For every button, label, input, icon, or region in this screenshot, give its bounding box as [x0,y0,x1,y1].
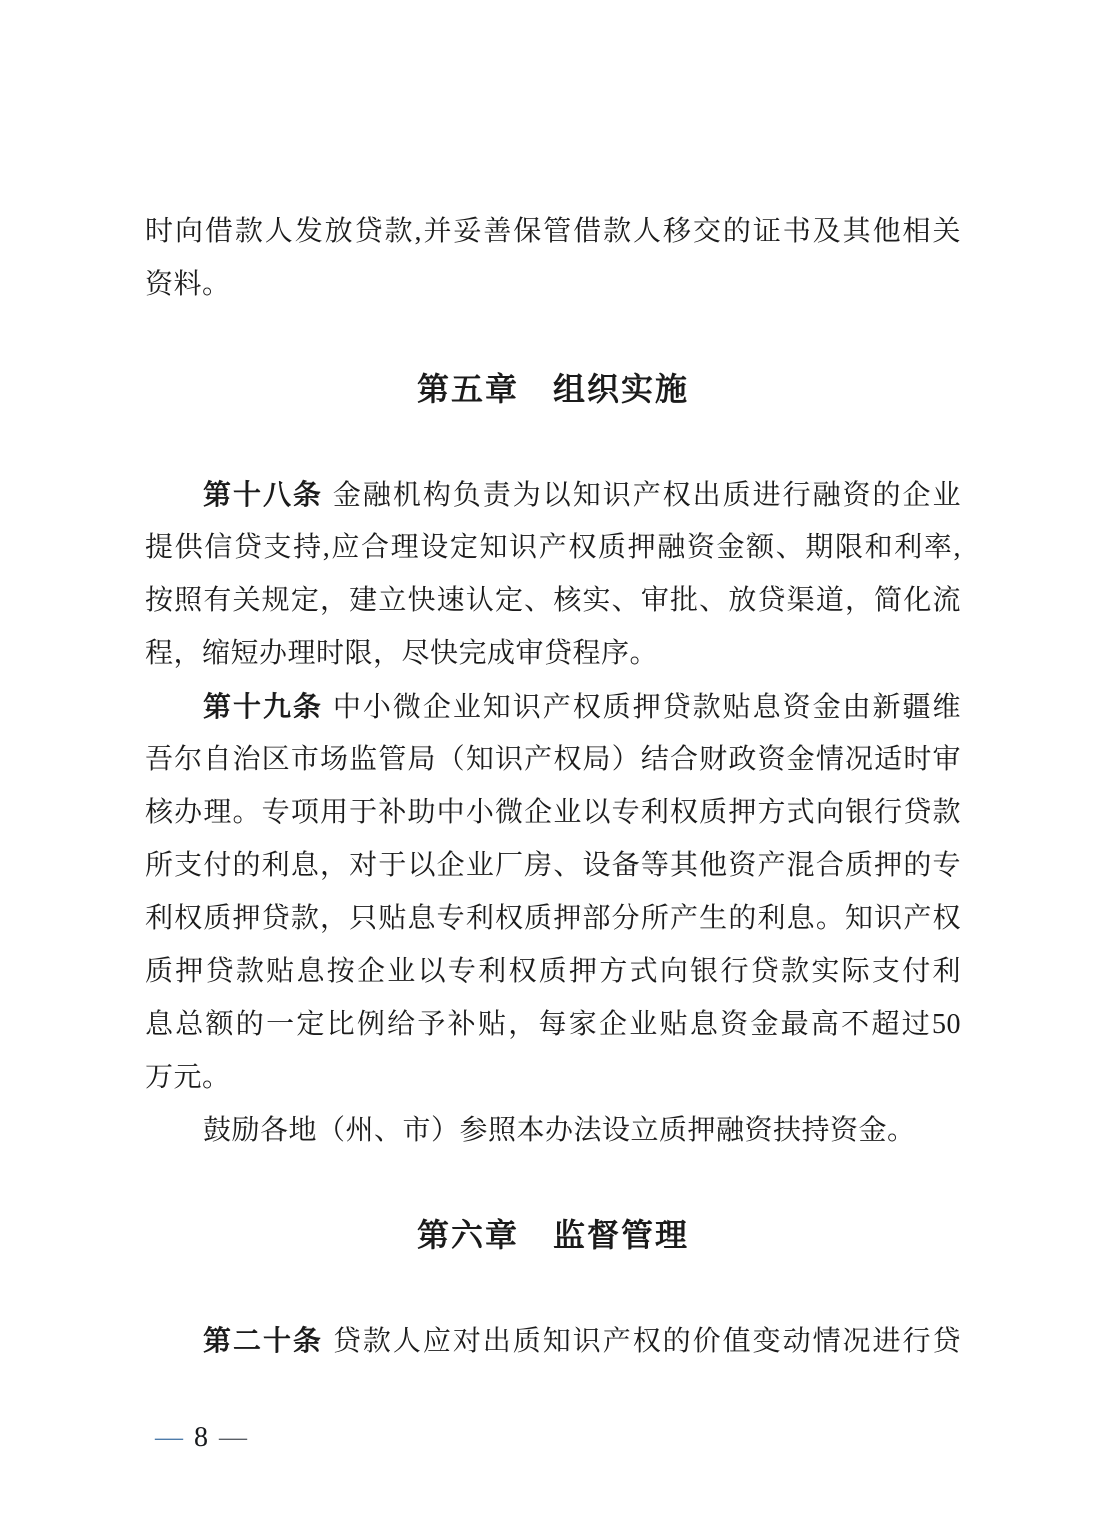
article-19-line-7: 息总额的一定比例给予补贴，每家企业贴息资金最高不超过50 [145,1009,961,1040]
article-19-line-1 [145,680,961,733]
article-18-text-1: 金融机构负责为以知识产权出质进行融资的企业 [332,480,961,511]
article-19-line-5: 利权质押贷款，只贴息专利权质押部分所产生的利息。知识产权 [145,903,961,934]
article-20-line-1 [145,1314,961,1367]
article-18-line-2: 提供信贷支持,应合理设定知识产权质押融资金额、期限和利率, [145,532,961,563]
page-content [145,205,961,1367]
page-number: 8 [194,1422,208,1453]
article-18-line-4: 程，缩短办理时限，尽快完成审贷程序。 [145,638,659,669]
chapter-5-heading: 第五章 组织实施 [416,371,689,407]
article-19-line-8: 万元。 [145,1062,231,1093]
intro-line-2: 资料。 [145,269,231,300]
article-19-line-2: 吾尔自治区市场监管局（知识产权局）结合财政资金情况适时审 [145,744,961,775]
article-18-line-3: 按照有关规定，建立快速认定、核实、审批、放贷渠道，简化流 [145,585,961,616]
article-19-line-3: 核办理。专项用于补助中小微企业以专利权质押方式向银行贷款 [145,797,961,828]
page-footer [155,1414,247,1462]
article-18-line-1 [145,468,961,521]
article-19-line-6: 质押贷款贴息按企业以专利权质押方式向银行贷款实际支付利 [145,956,961,987]
article-20-number: 第二十条 [203,1325,323,1356]
encourage-line: 鼓励各地（州、市）参照本办法设立质押融资扶持资金。 [203,1115,916,1146]
article-18-number: 第十八条 [203,479,323,510]
article-19-line-4: 所支付的利息，对于以企业厂房、设备等其他资产混合质押的专 [145,850,961,881]
article-20-text-1: 贷款人应对出质知识产权的价值变动情况进行贷 [332,1326,961,1357]
footer-left-dash: — [155,1422,183,1453]
intro-line-1: 时向借款人发放贷款,并妥善保管借款人移交的证书及其他相关 [145,216,961,247]
chapter-6-heading: 第六章 监督管理 [416,1217,689,1253]
article-19-number: 第十九条 [203,691,323,722]
footer-right-dash: — [219,1422,247,1453]
article-19-text-1: 中小微企业知识产权质押贷款贴息资金由新疆维 [332,692,961,723]
